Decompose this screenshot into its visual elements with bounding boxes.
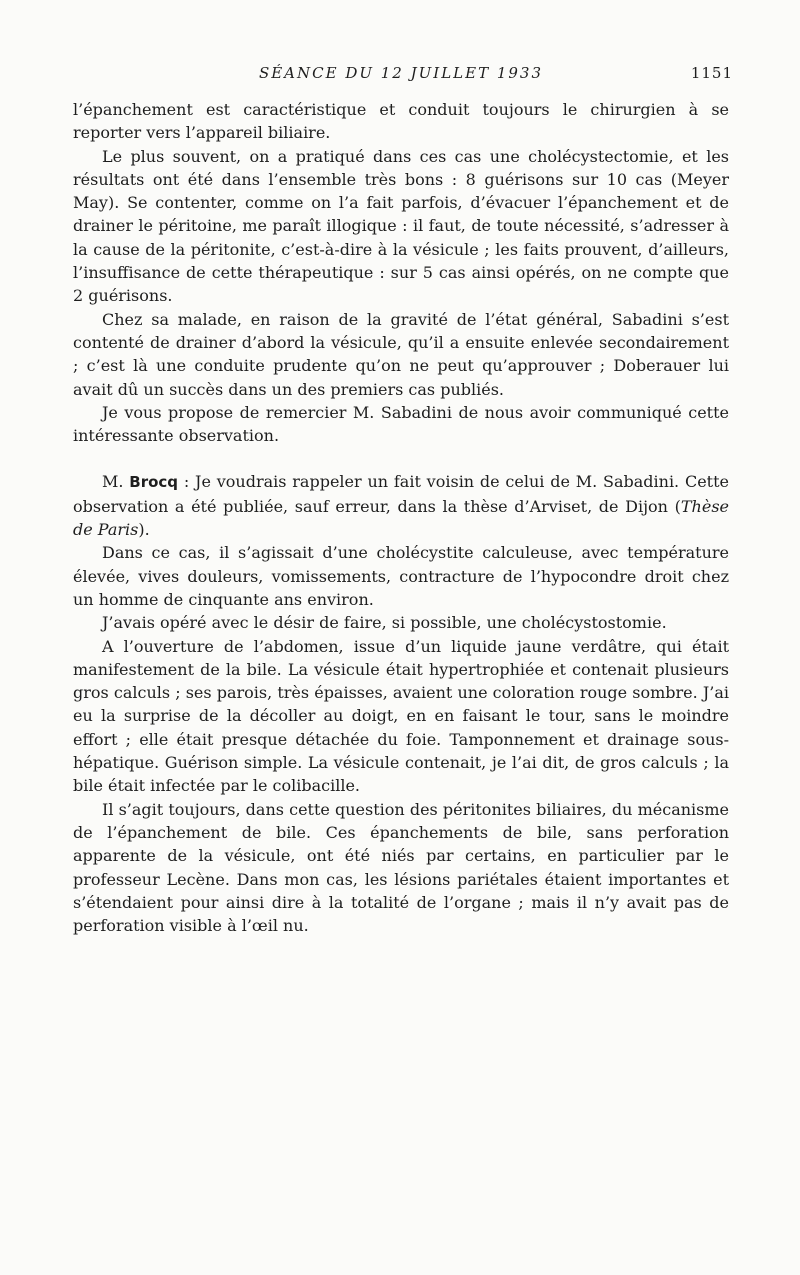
discussion-text-end: ). — [138, 520, 150, 540]
speaker-name: Brocq — [129, 473, 179, 492]
paragraph: l’épanchement est caractéristique et conduit toujours le chirurgien à se reporter vers l’appareil biliaire. — [73, 100, 729, 143]
paragraph: J’avais opéré avec le désir de faire, si possible, une cholécystostomie. — [102, 613, 667, 633]
paragraph: Dans ce cas, il s’agissait d’une cholécystite calculeuse, avec température élevée, vives douleurs, vomissements, contracture de l’hypocondre droit chez un homme de cinquante ans environ. — [73, 543, 729, 609]
paragraph: Le plus souvent, on a pratiqué dans ces cas une cholécystectomie, et les résultats ont été dans l’ensemble très bons : 8 guérisons sur 10 cas (Meyer May). Se contenter, comme on l’a fait parfois, d’évacuer l’épanchement et de drainer le péritoine, me paraît illogique : il faut, de toute nécessité, s’adresser à la cause de la péritonite, c’est-à-dire à la vésicule ; les faits prouvent, d’ailleurs, l’insuffisance de cette thérapeutique : sur 5 cas ainsi opérés, on ne compte que 2 guérisons. — [73, 146, 729, 306]
running-header — [73, 60, 733, 88]
section-gap — [73, 447, 729, 470]
paragraph: A l’ouverture de l’abdomen, issue d’un liquide jaune verdâtre, qui était manifestement de la bile. La vésicule était hypertrophiée et contenait plusieurs gros calculs ; ses parois, très épaisses, avaient une coloration rouge sombre. J’ai eu la surprise de la décoller au doigt, en en faisant le tour, sans le moindre effort ; elle était presque détachée du foie. Tamponnement et drainage sous-hépatique. Guérison simple. La vésicule contenait, je l’ai dit, de gros calculs ; la bile était infectée par le colibacille. — [73, 636, 729, 796]
citation-title: Thèse de Paris — [73, 496, 729, 540]
header-title: SÉANCE DU 12 JUILLET 1933 — [258, 64, 544, 82]
page-number: 1151 — [690, 64, 733, 82]
paragraph: Il s’agit toujours, dans cette question des péritonites biliaires, du mécanisme de l’épanchement de bile. Ces épanchements de bile, sans perforation apparente de la vésicule, ont été niés par certains, en particulier par le professeur Lecène. Dans mon cas, les lésions pariétales étaient importantes et s’étendaient pour ainsi dire à la totalité de l’organe ; mais il n’y avait pas de perforation visible à l’œil nu. — [73, 799, 729, 936]
text-body — [73, 98, 729, 937]
paragraph: Je vous propose de remercier M. Sabadini de nous avoir communiqué cette intéressante observation. — [73, 402, 729, 446]
paragraph: Chez sa malade, en raison de la gravité de l’état général, Sabadini s’est contenté de drainer d’abord la vésicule, qu’il a ensuite enlevée secondairement ; c’est là une conduite prudente qu’on ne peut qu’approuver ; Doberauer lui avait dû un succès dans un des premiers cas publiés. — [73, 309, 729, 399]
speaker-prefix: M. — [102, 472, 124, 492]
discussion-opening — [73, 470, 729, 541]
discussion-text: : Je voudrais rappeler un fait voisin de celui de M. Sabadini. Cette observation a été publiée, sauf erreur, dans la thèse d’Arviset, de Dijon ( — [73, 472, 729, 516]
document-page — [73, 60, 733, 937]
